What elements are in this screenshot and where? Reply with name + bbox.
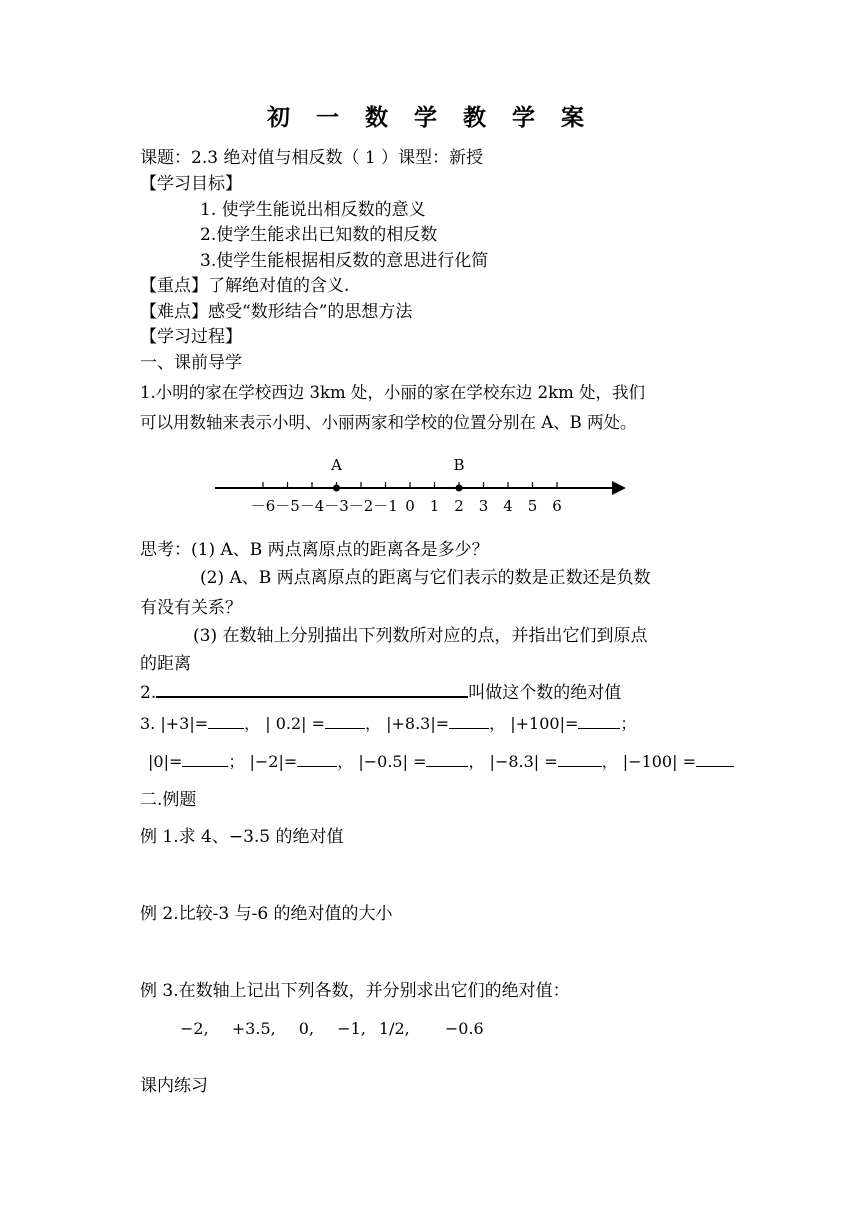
number-line-tick-label: －2	[348, 497, 374, 515]
number-line-tick-label: 4	[503, 497, 513, 515]
number-line-tick-label: －4	[299, 497, 325, 515]
question-1-line2: 可以用数轴来表示小明、小丽两家和学校的位置分别在 A、B 两处。	[140, 413, 637, 432]
arrow-head-icon	[612, 481, 626, 495]
number-line	[0, 450, 860, 525]
number-line-tick-label: 2	[454, 497, 464, 515]
answer-blank[interactable]	[297, 751, 337, 767]
example-2: 例 2.比较-3 与-6 的绝对值的大小	[140, 904, 393, 924]
number-line-tick-label: 5	[527, 497, 538, 515]
q3-item: ；	[620, 714, 637, 733]
objective-item: 3.使学生能根据相反数的意思进行化简	[200, 251, 489, 271]
lesson-info: 课题：2.3 绝对值与相反数（ 1 ）课型：新授	[140, 148, 484, 168]
example-3-number: −1,	[337, 1019, 366, 1038]
objective-item: 2.使学生能求出已知数的相反数	[200, 225, 438, 245]
answer-blank[interactable]	[426, 751, 468, 767]
question-2-suffix: 叫做这个数的绝对值	[468, 683, 622, 703]
think-question-2-line2: 有没有关系？	[140, 598, 242, 618]
q3-item: ， | 0.2| =	[244, 714, 326, 733]
section2-heading: 二.例题	[140, 790, 197, 810]
answer-blank[interactable]	[182, 751, 228, 767]
answer-blank[interactable]	[578, 713, 620, 729]
q3-item: 3. |+3|=	[140, 714, 209, 733]
q3-item: ， |+8.3|=	[365, 714, 450, 733]
question-3-row1	[140, 713, 636, 732]
example-3-number: +3.5,	[231, 1019, 276, 1038]
q3-item: ； |−2|=	[228, 752, 298, 771]
example-1: 例 1.求 4、−3.5 的绝对值	[140, 827, 344, 847]
answer-blank[interactable]	[696, 751, 734, 767]
answer-blank[interactable]	[558, 751, 602, 767]
example-3-number-list	[180, 1021, 484, 1037]
q3-item: ， |−8.3| =	[468, 752, 558, 771]
key-point: 【重点】了解绝对值的含义.	[140, 276, 350, 296]
number-line-point-label: A	[331, 456, 342, 474]
answer-blank[interactable]	[156, 681, 468, 698]
think-question-2-line1: (2) A、B 两点离原点的距离与它们表示的数是正数还是负数	[200, 568, 651, 588]
question-1-line1: 1.小明的家在学校西边 3km 处，小丽的家在学校东边 2km 处，我们	[140, 383, 646, 402]
example-3-number: 0,	[298, 1019, 315, 1038]
think-question-3-line2: 的距离	[140, 654, 191, 674]
number-line-point-label: B	[453, 456, 465, 474]
q3-item: ， |+100|=	[489, 714, 579, 733]
objective-item: 1. 使学生能说出相反数的意义	[200, 200, 426, 220]
example-3-number: 1/2,	[378, 1019, 410, 1038]
number-line-tick-label: 3	[478, 497, 489, 515]
answer-blank[interactable]	[449, 713, 489, 729]
question-2	[140, 681, 621, 702]
answer-blank[interactable]	[208, 713, 244, 729]
q3-item: |0|=	[148, 752, 183, 771]
number-line-tick-label: 0	[405, 497, 415, 515]
number-line-point	[456, 485, 463, 492]
question-3-row2	[148, 751, 734, 770]
number-line-tick-label: －6	[250, 497, 276, 515]
difficulty: 【难点】感受“数形结合”的思想方法	[140, 302, 413, 322]
number-line-tick-label: 1	[429, 497, 440, 515]
section1-heading: 一、课前导学	[140, 353, 242, 373]
practice-heading: 课内练习	[140, 1076, 208, 1096]
number-line-tick-label: －5	[275, 497, 300, 515]
process-heading: 【学习过程】	[140, 327, 242, 347]
q3-item: ， |−0.5| =	[337, 752, 427, 771]
number-line-tick-label: 6	[552, 497, 562, 515]
answer-blank[interactable]	[325, 713, 365, 729]
think-question-1: 思考：(1) A、B 两点离原点的距离各是多少？	[140, 540, 489, 560]
number-line-tick-label: －3	[324, 497, 349, 515]
example-3: 例 3.在数轴上记出下列各数，并分别求出它们的绝对值：	[140, 981, 570, 1001]
number-line-point	[333, 485, 340, 492]
example-3-number: −0.6	[444, 1019, 484, 1038]
q3-item: ， |−100| =	[601, 752, 696, 771]
number-line-tick-label: －1	[373, 497, 398, 515]
question-2-prefix: 2.	[140, 683, 157, 703]
think-question-3-line1: (3) 在数轴上分别描出下列数所对应的点，并指出它们到原点	[193, 626, 648, 646]
page-title: 初 一 数 学 教 学 案	[266, 105, 594, 131]
example-3-number: −2,	[180, 1019, 209, 1038]
objectives-heading: 【学习目标】	[140, 174, 242, 194]
